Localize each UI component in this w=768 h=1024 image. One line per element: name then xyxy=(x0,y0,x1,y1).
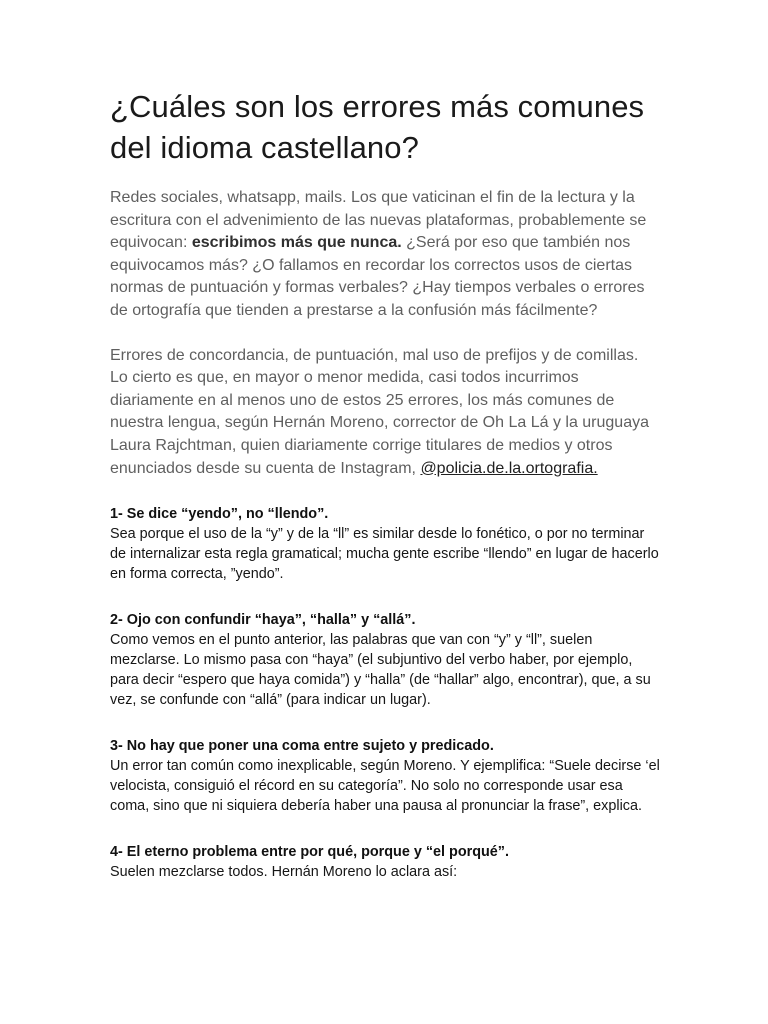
instagram-link[interactable]: @policia.de.la.ortografia. xyxy=(420,459,598,477)
item-heading: 2- Ojo con confundir “haya”, “halla” y “allá”. xyxy=(110,612,416,629)
article xyxy=(110,86,660,882)
second-paragraph xyxy=(110,345,660,481)
item-heading: 1- Se dice “yendo”, no “llendo”. xyxy=(110,506,329,523)
intro-paragraph xyxy=(110,187,660,323)
second-paragraph-text: Errores de concordancia, de puntuación, mal uso de prefijos y de comillas. Lo cierto es que, en mayor o menor medida, casi todos incurrimos diariamente en al menos uno de estos 25 errores, los más comunes de nuestra lengua, según Hernán Moreno, corrector de Oh La Lá y la uruguaya Laura Rajchtman, quien diariamente corrige titulares de medios y otros enunciados desde su cuenta de Instagram, xyxy=(110,346,649,477)
error-list xyxy=(110,504,660,882)
item-heading: 3- No hay que poner una coma entre sujeto y predicado. xyxy=(110,738,494,755)
page-title: ¿Cuáles son los errores más comunes del idioma castellano? xyxy=(110,89,645,165)
item-heading: 4- El eterno problema entre por qué, porque y “el porqué”. xyxy=(110,844,510,861)
list-item xyxy=(110,736,660,816)
list-item xyxy=(110,504,660,584)
item-body: Sea porque el uso de la “y” y de la “ll” es similar desde lo fonético, o por no terminar de internalizar esta regla gramatical; mucha gente escribe “llendo” en lugar de hacerlo en forma correcta, ”yendo”. xyxy=(110,526,659,583)
item-body: Como vemos en el punto anterior, las palabras que van con “y” y “ll”, suelen mezclarse. Lo mismo pasa con “haya” (el subjuntivo del verbo haber, por ejemplo, para decir “espero que haya comida”) y “halla” (de “hallar” algo, encontrar), que, a su vez, se confunde con “allá” (para indicar un lugar). xyxy=(110,632,651,709)
intro-text-start: Redes sociales, whatsapp, mails. Los que vaticinan el fin de la lectura y la escritura con el advenimiento de las nuevas plataformas, probablemente se equivocan: xyxy=(110,189,647,252)
list-item xyxy=(110,610,660,710)
item-body: Un error tan común como inexplicable, según Moreno. Y ejemplifica: “Suele decirse ‘el velocista, consiguió el récord en su categoría”. No solo no corresponde usar esa coma, sino que ni siquiera debería haber una pausa al pronunciar la frase”, explica. xyxy=(110,758,660,815)
item-body: Suelen mezclarse todos. Hernán Moreno lo aclara así: xyxy=(110,864,458,881)
list-item xyxy=(110,842,660,882)
intro-text-end: ¿Será por eso que también nos equivocamos más? ¿O fallamos en recordar los correctos usos de ciertas normas de puntuación y formas verbales? ¿Hay tiempos verbales o errores de ortografía que tienden a prestarse a la confusión más fácilmente? xyxy=(110,234,645,319)
intro-bold-text: escribimos más que nunca. xyxy=(191,234,402,252)
